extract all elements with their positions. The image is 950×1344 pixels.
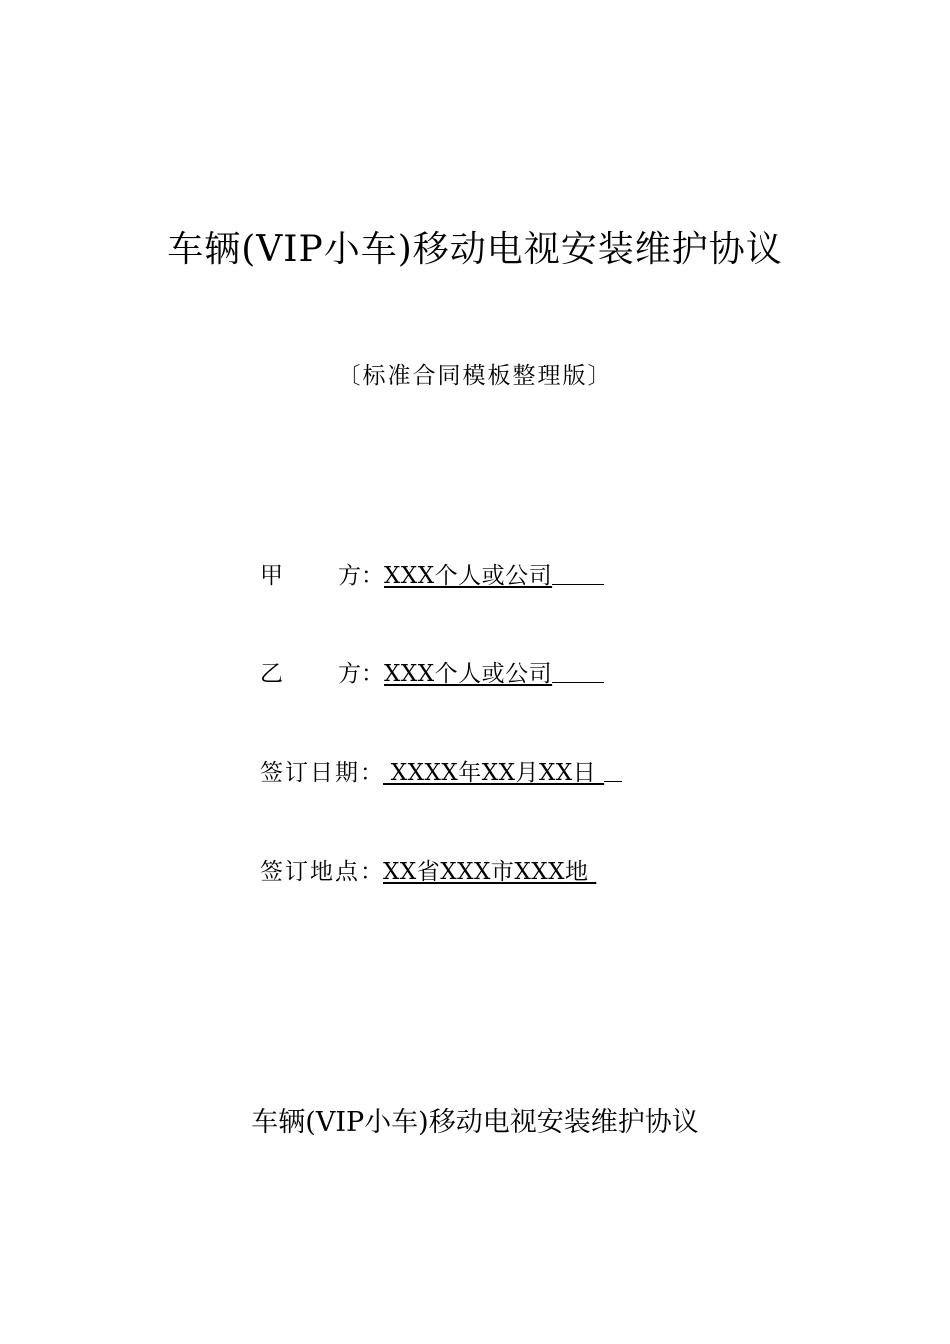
document-subtitle: 〔标准合同模板整理版〕: [337, 363, 613, 389]
party-b-value: XXX个人或公司: [384, 661, 553, 687]
party-a-row: [260, 559, 604, 593]
sign-date-row: [260, 756, 622, 790]
party-a-value: XXX个人或公司: [384, 563, 553, 589]
sign-date-label: 签订日期: [260, 760, 360, 786]
party-a-label-second: 方: [338, 563, 361, 589]
party-a-underline: [552, 559, 604, 585]
party-b-row: [260, 657, 604, 691]
sign-date-value: XXXX年XX月XX日: [383, 760, 605, 786]
sign-place-value: XX省XXX市XXX地: [383, 859, 597, 885]
party-a-label-first: 甲: [260, 563, 283, 589]
party-b-label-first: 乙: [260, 661, 283, 687]
party-b-colon: ：: [361, 661, 384, 687]
footer-title: 车辆(VIP小车)移动电视安装维护协议: [251, 1107, 699, 1138]
sign-place-label: 签订地点: [260, 859, 360, 885]
sign-date-underline: [604, 756, 622, 782]
sign-place-colon: ：: [360, 859, 383, 885]
party-b-underline: [552, 657, 604, 683]
sign-date-colon: ：: [360, 760, 383, 786]
party-a-colon: ：: [361, 563, 384, 589]
document-title: 车辆(VIP小车)移动电视安装维护协议: [167, 229, 783, 270]
party-b-label-second: 方: [338, 661, 361, 687]
sign-place-row: [260, 855, 596, 889]
